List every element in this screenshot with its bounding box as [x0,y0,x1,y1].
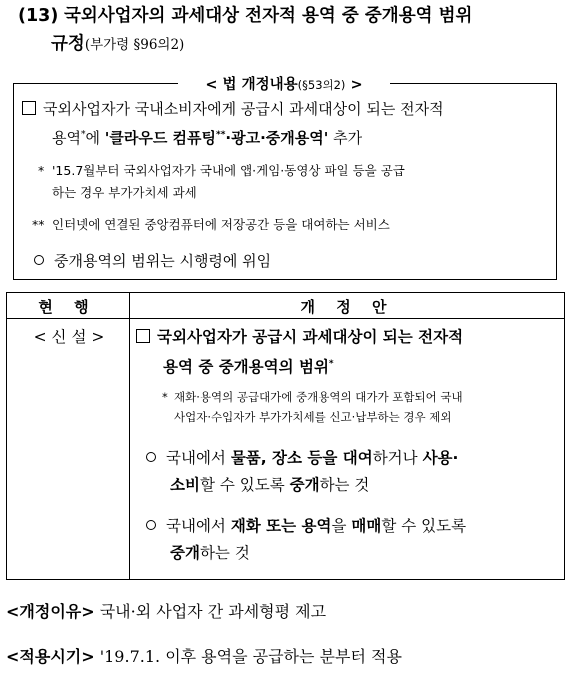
law-item1-line1: 국외사업자가 국내소비자에게 공급시 과세대상이 되는 전자적 [43,100,444,118]
heading-line1 [18,2,566,30]
law-box-note2 [32,214,554,236]
rev-item2-a: 국내에서 [166,449,231,467]
table-header-current: 현 행 [38,298,97,316]
note1-line1: '15.7월부터 국외사업자가 국내에 앱·게임·동영상 파일 등을 공급 [52,163,405,178]
rev-item2-bold2: 사용· [422,449,459,467]
law-box-item2 [34,248,554,274]
law-box-note1 [38,160,554,204]
heading-title-line1: 국외사업자의 과세대상 전자적 용역 중 중개용역 범위 [63,6,473,26]
table-column-divider [129,292,130,580]
law-item1-bold1: '클라우드 컴퓨팅 [104,129,216,147]
circle-bullet-icon [146,520,156,530]
heading-title-line2: 규정 [51,34,85,54]
note2-mark: ** [32,217,45,232]
law-item1-sup2: ** [216,130,226,140]
rev-item3-c: 할 수 있도록 [381,517,467,535]
table-revised-note [162,387,560,427]
law-box-top-border-right [390,83,557,84]
rev-note-mark: * [162,390,168,404]
law-box-title-text: < 법 개정내용 [205,77,298,93]
rev-item2-b: 하거나 [372,449,423,467]
law-box-title-end: > [345,77,363,93]
rev-item3-bold3: 중개 [170,544,200,562]
rev-item3-bold1: 재화 또는 용역 [230,517,332,535]
reason-label: <개정이유> [6,602,95,621]
revision-reason [6,600,566,624]
note1-mark: * [38,163,45,178]
note2-line1: 인터넷에 연결된 중앙컴퓨터에 저장공간 등을 대여하는 서비스 [52,217,390,232]
note1-line2: 하는 경우 부가가치세 과세 [52,185,197,200]
heading-line2 [18,30,566,59]
rev-item3-d: 하는 것 [199,544,250,562]
rev-item1-line1: 국외사업자가 공급시 과세대상이 되는 전자적 [157,328,464,346]
table-cell-current: < 신 설 > [33,328,105,346]
table-revised-item2 [146,445,560,499]
law-box-title [180,73,388,94]
square-bullet-icon [22,101,36,115]
table-header-divider [6,318,565,319]
law-item1-text-c: 에 [85,129,105,147]
law-item1-text-d: 추가 [328,129,363,147]
rev-item2-bold1: 물품, 장소 등을 대여 [230,449,373,467]
table-revised-item3 [146,513,560,567]
effective-text: '19.7.1. 이후 용역을 공급하는 분부터 적용 [94,647,402,666]
table-header-revised: 개 정 안 [300,298,395,316]
reason-text: 국내·외 사업자 간 과세형평 제고 [94,602,327,621]
rev-item3-bold2: 매매 [351,517,382,535]
rev-item3-a: 국내에서 [166,517,231,535]
rev-item1-line2: 용역 중 중개용역의 범위 [163,358,329,377]
rev-item2-d: 하는 것 [319,476,370,494]
rev-item2-c: 할 수 있도록 [199,476,290,494]
effective-label: <적용시기> [6,647,95,666]
heading-number: (13) [18,6,59,26]
heading-reference: (부가령 §96의2) [84,37,185,53]
circle-bullet-icon [34,255,44,265]
effective-date [6,645,566,669]
rev-note-line2: 사업자·수입자가 부가가치세를 신고·납부하는 경우 제외 [174,410,452,424]
rev-item2-bold3: 소비 [170,476,200,494]
circle-bullet-icon [146,452,156,462]
law-box-top-border-left [13,83,178,84]
rev-item2-bold4: 중개 [289,476,320,494]
law-item1-bold2: ·광고·중개용역' [225,129,329,147]
rev-item3-b: 을 [331,517,352,535]
law-item2-text: 중개용역의 범위는 시행령에 위임 [54,252,272,270]
law-item1-text-a: 용역 [52,129,81,147]
square-bullet-icon [136,329,150,343]
table-revised-item1 [136,324,560,381]
law-item1-sup1: * [80,130,86,140]
rev-item1-sup: * [328,359,334,369]
law-box-item1 [22,96,556,151]
law-box-title-ref: (§53의2) [297,78,346,92]
section-heading [18,2,566,59]
rev-note-line1: 재화·용역의 공급대가에 중개용역의 대가가 포함되어 국내 [174,390,463,404]
